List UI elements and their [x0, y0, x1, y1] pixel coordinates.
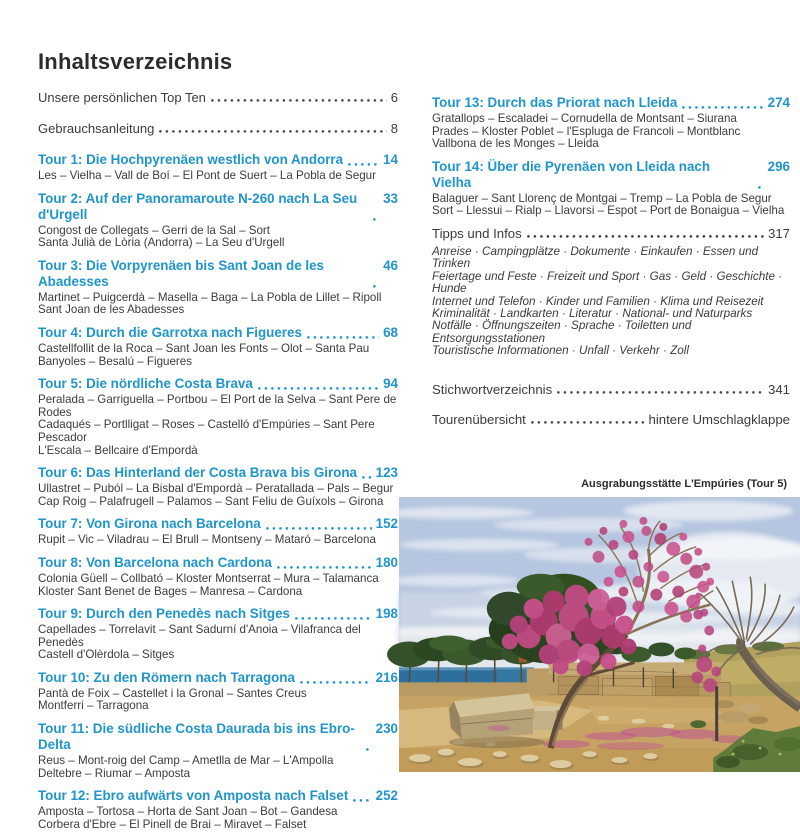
- tour-entry: [38, 325, 398, 368]
- toc-entry-label: Stichwortverzeichnis: [432, 381, 553, 397]
- route-line: Capellades – Torrelavit – Sant Sadurní d'Anoia – Vilafranca del Penedès: [38, 623, 361, 649]
- tour-entry: [38, 465, 398, 508]
- tour-page: 216: [375, 669, 398, 685]
- toc-entry-page: 317: [767, 225, 790, 241]
- tour-route: [38, 343, 398, 368]
- route-line: Deltebre – Riumar – Amposta: [38, 766, 191, 780]
- tour-title: Tour 9: Durch den Penedès nach Sitges: [38, 606, 290, 622]
- toc-entry-label: Gebrauchsanleitung: [38, 121, 155, 136]
- tour-title: Tour 14: Über die Pyrenäen von Lleida nach Vielha: [432, 158, 711, 190]
- tipps-topic-line: Kriminalität · Landkarten · Literatur · National- und Naturparks: [432, 307, 753, 320]
- tour-entry: [38, 555, 398, 598]
- toc-entry-page: 341: [767, 381, 790, 397]
- tour-title-line: [38, 191, 398, 223]
- toc-entry: [38, 90, 398, 105]
- tour-page: 198: [375, 606, 398, 622]
- tour-list-right: [432, 95, 790, 218]
- tour-route: [38, 225, 398, 250]
- tour-title: Tour 7: Von Girona nach Barcelona: [38, 516, 261, 532]
- route-line: Balaguer – Sant Llorenç de Montgai – Tremp – La Pobla de Segur: [432, 191, 772, 205]
- toc-left-column: [38, 90, 398, 839]
- dotted-leader: [531, 421, 645, 424]
- tour-title-line: [38, 555, 398, 571]
- tour-title-line: [38, 325, 398, 341]
- tour-entry: [38, 788, 398, 831]
- dotted-leader: [348, 163, 379, 166]
- tour-title: Tour 4: Durch die Garrotxa nach Figueres: [38, 324, 302, 340]
- tour-entry: [38, 670, 398, 713]
- route-line: Montferri – Tarragona: [38, 699, 149, 713]
- tour-title-line: [38, 152, 398, 168]
- tipps-topics: [432, 246, 790, 358]
- route-line: Sort – Llessui – Rialp – Llavorsi – Espot – Port de Bonaigua – Vielha: [432, 204, 785, 218]
- route-line: Amposta – Tortosa – Horta de Sant Joan – Bot – Gandesa: [38, 805, 338, 819]
- toc-entry-tipps: [432, 226, 790, 241]
- route-line: Cap Roig – Palafrugell – Palamos – Sant Feliu de Guíxols – Girona: [38, 494, 384, 508]
- toc-entry: [38, 121, 398, 136]
- tour-title-line: [38, 606, 398, 622]
- tipps-topic-line: Anreise · Campingplätze · Dokumente · Einkaufen · Essen und Trinken: [432, 244, 759, 271]
- dotted-leader: [300, 681, 372, 684]
- dotted-leader: [211, 99, 387, 102]
- dotted-leader: [159, 130, 386, 133]
- toc-entry: [432, 382, 790, 397]
- tour-title-line: [38, 788, 398, 804]
- tour-page: 296: [767, 158, 790, 174]
- tour-title-line: [38, 721, 398, 753]
- toc-entry-page: 6: [390, 90, 398, 105]
- route-line: Prades – Kloster Poblet – l'Espluga de Francoli – Montblanc: [432, 124, 741, 138]
- dotted-leader: [373, 285, 379, 288]
- tipps-topic-line: Internet und Telefon · Kinder und Familien · Klima und Reisezeit: [432, 294, 764, 308]
- toc-entry: [432, 412, 790, 427]
- toc-entry-label: Tourenübersicht: [432, 411, 526, 427]
- route-line: L'Escala – Bellcaire d'Empordà: [38, 443, 198, 457]
- toc-entry-page: 8: [390, 121, 398, 136]
- tour-title: Tour 6: Das Hinterland der Costa Brava bis Girona: [38, 465, 357, 481]
- dotted-leader: [682, 106, 763, 109]
- dotted-leader: [266, 527, 372, 530]
- tour-route: [38, 573, 398, 598]
- tour-entry: [38, 606, 398, 662]
- tour-title: Tour 1: Die Hochpyrenäen westlich von Andorra: [38, 152, 344, 167]
- tour-page: 14: [383, 152, 398, 167]
- tour-page: 94: [383, 376, 398, 392]
- toc-right-column: [432, 90, 790, 442]
- dotted-leader: [353, 799, 371, 802]
- tour-route: [38, 483, 398, 508]
- tour-page: 252: [375, 788, 398, 804]
- tour-title: Tour 3: Die Vorpyrenäen bis Sant Joan de les Abadesses: [38, 257, 324, 289]
- route-line: Martinet – Puigcerdà – Masella – Baga – La Pobla de Lillet – Ripoll: [38, 290, 382, 304]
- tour-title-line: [38, 465, 398, 481]
- tour-entry: [432, 95, 790, 151]
- toc-entry-label: Unsere persönlichen Top Ten: [38, 90, 206, 105]
- tour-route: [38, 534, 398, 547]
- tour-route: [38, 292, 398, 317]
- tour-title: Tour 8: Von Barcelona nach Cardona: [38, 554, 272, 570]
- tour-title-line: [38, 670, 398, 686]
- tour-list-left: [38, 152, 398, 831]
- tour-page: 123: [375, 465, 398, 481]
- tour-entry: [38, 376, 398, 457]
- route-line: Santa Julià de Lòria (Andorra) – La Seu d'Urgell: [38, 236, 285, 250]
- route-line: Pantà de Foix – Castellet i la Gronal – Santes Creus: [38, 686, 307, 700]
- tour-page: 152: [375, 516, 398, 532]
- photo-block: [399, 478, 800, 772]
- route-line: Ullastret – Puból – La Bisbal d'Empordà – Peratallada – Pals – Begur: [38, 482, 394, 496]
- tipps-topic-line: Touristische Informationen · Unfall · Verkehr · Zoll: [432, 344, 690, 358]
- dotted-leader: [295, 617, 372, 620]
- tipps-topic-line: Notfälle · Öffnungszeiten · Sprache · Toiletten und Entsorgungsstationen: [432, 319, 692, 345]
- tour-page: 33: [383, 190, 398, 206]
- tour-route: [38, 688, 398, 713]
- tour-title: Tour 2: Auf der Panoramaroute N-260 nach La Seu d'Urgell: [38, 190, 358, 222]
- route-line: Peralada – Garriguella – Portbou – El Port de la Selva – Sant Pere de Rodes: [38, 393, 397, 419]
- dotted-leader: [362, 476, 372, 479]
- tour-route: [432, 193, 790, 218]
- route-line: Vallbona de les Monges – Lleida: [432, 137, 599, 151]
- toc-entry-page: hintere Umschlagklappe: [648, 411, 790, 427]
- dotted-leader: [258, 387, 379, 390]
- tour-entry: [38, 152, 398, 183]
- route-line: Reus – Mont-roig del Camp – Ametlla de Mar – L'Ampolla: [38, 754, 334, 768]
- route-line: Sant Joan de les Abadesses: [38, 303, 185, 317]
- route-line: Castellfollit de la Roca – Sant Joan les Fonts – Olot – Santa Pau: [38, 341, 370, 355]
- tour-title: Tour 13: Durch das Priorat nach Lleida: [432, 95, 678, 110]
- tour-entry: [38, 721, 398, 780]
- route-line: Kloster Sant Benet de Bages – Manresa – Cardona: [38, 584, 303, 598]
- tipps-topic-line: Feiertage und Feste · Freizeit und Sport · Gas · Geld · Geschichte · Hunde: [432, 269, 783, 296]
- tour-title-line: [38, 376, 398, 392]
- route-line: Corbera d'Ebre – El Pinell de Brai – Miravet – Falset: [38, 817, 307, 831]
- tour-title-line: [432, 95, 790, 111]
- route-line: Gratallops – Escaladei – Cornudella de Montsant – Siurana: [432, 112, 737, 125]
- tour-title: Tour 12: Ebro aufwärts von Amposta nach Falset: [38, 788, 349, 804]
- tour-entry: [38, 191, 398, 250]
- dotted-leader: [366, 748, 372, 751]
- tour-page: 230: [375, 721, 398, 737]
- route-line: Banyoles – Besalú – Figueres: [38, 354, 193, 368]
- route-line: Congost de Collegats – Gerri de la Sal – Sort: [38, 223, 270, 237]
- back-items: [432, 382, 790, 427]
- tour-route: [38, 624, 398, 662]
- dotted-leader: [277, 566, 372, 569]
- front-items: [38, 90, 398, 136]
- dotted-leader: [758, 186, 764, 189]
- tour-entry: [38, 258, 398, 317]
- page-title: Inhaltsverzeichnis: [38, 49, 233, 74]
- route-line: Rupit – Vic – Viladrau – El Brull – Montseny – Mataró – Barcelona: [38, 533, 376, 547]
- tour-route: [38, 394, 398, 457]
- tour-title-line: [38, 258, 398, 290]
- tour-page: 46: [383, 257, 398, 273]
- route-line: Cadaqués – Portlligat – Roses – Castelló d'Empúries – Sant Pere Pescador: [38, 418, 375, 444]
- dotted-leader: [373, 218, 379, 221]
- route-line: Castell d'Olèrdola – Sitges: [38, 648, 175, 662]
- route-line: Les – Vielha – Vall de Boí – El Pont de Suert – La Pobla de Segur: [38, 169, 376, 182]
- route-line: Colonia Güell – Collbató – Kloster Montserrat – Mura – Talamanca: [38, 571, 379, 585]
- photo-empuries: [399, 497, 800, 772]
- tour-title: Tour 5: Die nördliche Costa Brava: [38, 376, 253, 392]
- tour-title-line: [432, 159, 790, 191]
- tour-page: 180: [375, 554, 398, 570]
- photo-caption: Ausgrabungsstätte L'Empúries (Tour 5): [581, 478, 787, 490]
- tipps-section: [432, 226, 790, 358]
- tour-page: 274: [767, 95, 790, 110]
- toc-entry-label: Tipps und Infos: [432, 225, 522, 241]
- tour-entry: [432, 159, 790, 218]
- tour-title-line: [38, 516, 398, 532]
- tour-route: [38, 806, 398, 831]
- tour-route: [432, 113, 790, 151]
- dotted-leader: [527, 235, 764, 238]
- tour-entry: [38, 516, 398, 547]
- tour-route: [38, 755, 398, 780]
- tour-page: 68: [383, 324, 398, 340]
- dotted-leader: [307, 336, 379, 339]
- tour-route: [38, 170, 398, 183]
- tour-title: Tour 10: Zu den Römern nach Tarragona: [38, 669, 295, 685]
- dotted-leader: [557, 391, 764, 394]
- tour-title: Tour 11: Die südliche Costa Daurada bis ins Ebro-Delta: [38, 721, 355, 753]
